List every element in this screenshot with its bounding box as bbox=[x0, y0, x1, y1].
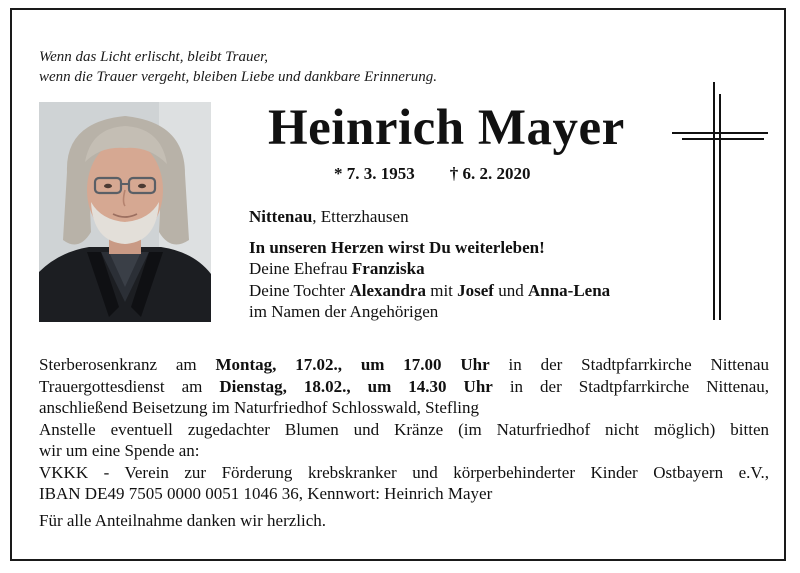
life-dates bbox=[334, 164, 531, 184]
rosary-suffix: in der Stadtpfarrkirche Nittenau bbox=[489, 355, 769, 374]
rosary-line bbox=[39, 354, 769, 376]
rosary-prefix: Sterberosenkranz am bbox=[39, 355, 216, 374]
motto-line bbox=[249, 237, 610, 259]
service-prefix: Trauergottesdienst am bbox=[39, 376, 220, 396]
charity-line: VKKK - Verein zur Förderung krebskranker und körperbehinderter Kinder Ostbayern e.V., bbox=[39, 462, 769, 482]
with-word: mit bbox=[425, 280, 458, 300]
portrait-photo bbox=[39, 102, 211, 322]
wife-name: Franziska bbox=[351, 259, 425, 278]
grandchild-name: Anna-Lena bbox=[527, 280, 611, 300]
portrait-illustration bbox=[39, 102, 211, 322]
rosary-date: Montag, 17.02., um 17.00 Uhr bbox=[215, 355, 490, 374]
motto: In unseren Herzen wirst Du weiterleben! bbox=[249, 237, 545, 257]
and-word: und bbox=[493, 280, 528, 300]
wife-line bbox=[249, 258, 610, 280]
donation-line-1: Anstelle eventuell zugedachter Blumen und Kränze (im Naturfriedhof nicht möglich) bitten bbox=[39, 419, 769, 439]
obituary-notice bbox=[10, 8, 786, 561]
service-line bbox=[39, 376, 769, 398]
burial-line: anschließend Beisetzung im Naturfriedhof Schlosswald, Stefling bbox=[39, 398, 480, 417]
poem-line-2: wenn die Trauer vergeht, bleiben Liebe und dankbare Erinnerung. bbox=[39, 69, 437, 85]
family-block bbox=[249, 206, 610, 323]
iban-line: IBAN DE49 7505 0000 0051 1046 36, Kennwort: Heinrich Mayer bbox=[39, 484, 493, 503]
deceased-name: Heinrich Mayer bbox=[268, 100, 625, 156]
death-date: † 6. 2. 2020 bbox=[449, 164, 531, 183]
location-line bbox=[249, 206, 610, 228]
wife-prefix: Deine Ehefrau bbox=[249, 259, 352, 278]
partner-name: Josef bbox=[457, 280, 494, 300]
daughter-name: Alexandra bbox=[349, 280, 426, 300]
second-town: , Etterzhausen bbox=[312, 207, 409, 226]
thanks-line: Für alle Anteilnahme danken wir herzlich. bbox=[39, 510, 327, 530]
cross-icon bbox=[672, 82, 768, 320]
birth-date: * 7. 3. 1953 bbox=[334, 164, 415, 183]
funeral-details bbox=[39, 354, 769, 531]
relatives-line: im Namen der Angehörigen bbox=[249, 302, 439, 321]
daughter-prefix: Deine Tochter bbox=[249, 280, 350, 300]
daughter-line bbox=[249, 280, 610, 302]
hometown: Nittenau bbox=[249, 207, 313, 226]
poem-line-1: Wenn das Licht erlischt, bleibt Trauer, bbox=[39, 49, 269, 65]
service-date: Dienstag, 18.02., um 14.30 Uhr bbox=[219, 376, 493, 396]
donation-line-2: wir um eine Spende an: bbox=[39, 441, 200, 460]
memorial-poem bbox=[39, 47, 437, 87]
service-suffix: in der Stadtpfarrkirche Nittenau, bbox=[492, 376, 770, 396]
